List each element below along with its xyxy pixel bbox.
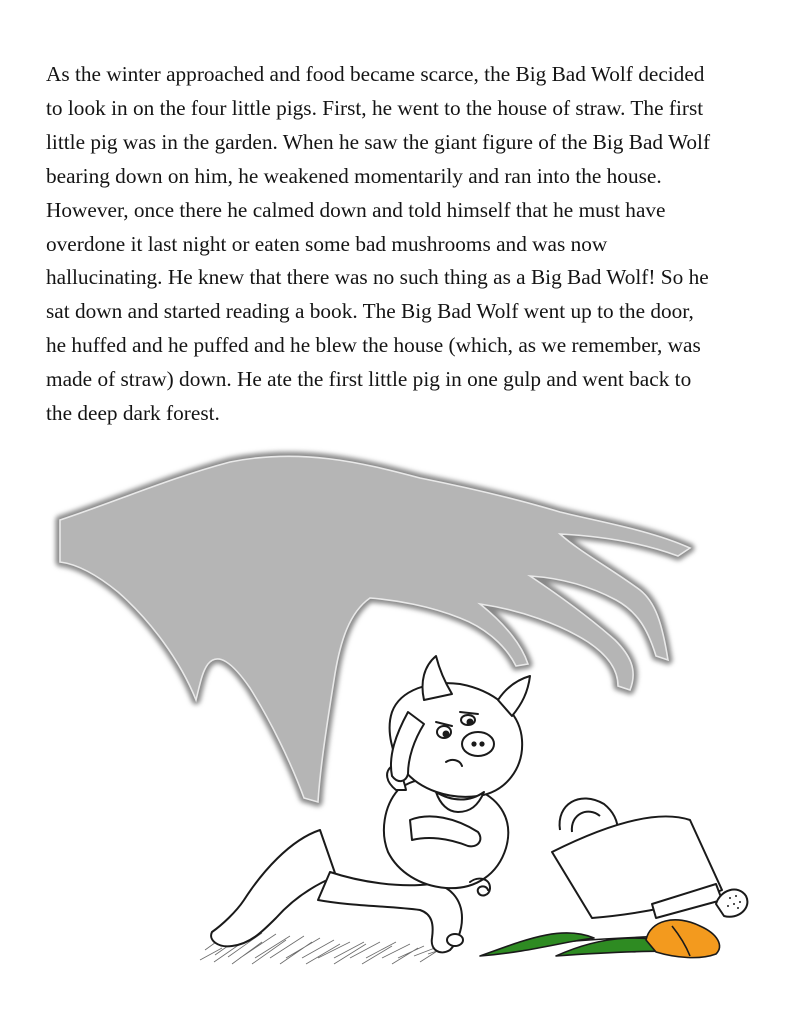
pig-nostril — [472, 742, 475, 745]
story-line: sat down and started reading a book. The Big Bad Wolf went up to the door, — [46, 299, 694, 324]
story-line: the deep dark forest. — [46, 401, 220, 426]
watering-can-rose — [716, 890, 747, 917]
story-line: However, once there he calmed down and told himself that he must have — [46, 197, 666, 222]
pig-nostril — [480, 742, 483, 745]
story-line: As the winter approached and food became scarce, the Big Bad Wolf decided — [46, 62, 705, 86]
pig-foot — [447, 934, 463, 946]
story-line: bearing down on him, he weakened momentarily and ran into the house. — [46, 163, 662, 188]
pig-back-leg — [211, 830, 336, 946]
tulip-flower — [646, 920, 719, 958]
fallen-tulip — [480, 920, 719, 958]
story-line: he huffed and he puffed and he blew the house (which, as we remember, was — [46, 333, 701, 358]
story-line: made of straw) down. He ate the first little pig in one gulp and went back to — [46, 367, 692, 392]
story-line: hallucinating. He knew that there was no such thing as a Big Bad Wolf! So he — [46, 265, 709, 290]
story-illustration — [0, 440, 800, 1024]
watering-can-handle-inner — [572, 812, 600, 832]
pig-pupil — [468, 720, 473, 725]
pig-snout — [462, 732, 494, 756]
story-text — [46, 58, 768, 431]
wolf-paw-shadow — [60, 456, 690, 802]
pig-ear-left — [423, 656, 453, 700]
story-line: overdone it last night or eaten some bad mushrooms and was now — [46, 231, 608, 256]
story-line: to look in on the four little pigs. First, he went to the house of straw. The first — [46, 95, 704, 120]
story-line: little pig was in the garden. When he saw the giant figure of the Big Bad Wolf — [46, 129, 711, 154]
pig-pupil — [444, 732, 449, 737]
illustration-canvas — [0, 440, 800, 1024]
watering-can — [552, 798, 747, 918]
